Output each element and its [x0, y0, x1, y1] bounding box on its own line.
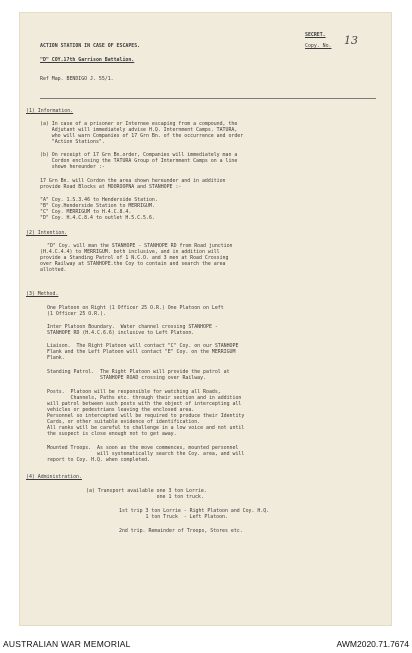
- platoon-boundary-line1: Inter Platoon Boundary. Water channel crossing STANHOPE -: [47, 324, 218, 330]
- company-sector-b: "B" Coy.Henderside Station to MERRIGUM.: [40, 203, 155, 209]
- intention-line3: provide a Standing Patrol of 1 N.C.O. and 3 men at Road Crossing: [40, 255, 229, 261]
- security-classification: SECRET.: [305, 32, 326, 38]
- intention-line2: (H.4.C.4.4) to MERRIGUM. both inclusive, and in addition will: [40, 249, 220, 255]
- information-para-b-line1: (b) On receipt of 17 Grn Bn.order, Companies will immediately man a: [40, 152, 238, 158]
- posts-line3: will patrol between such posts with the object of intercepting all: [47, 401, 242, 407]
- intention-line4: over Railway at STANHOPE.the Coy to contain and search the area: [40, 261, 226, 267]
- transport-line2: one 1 ton truck.: [86, 494, 204, 500]
- platoon-boundary-line2: STANHOPE RD (H.4.C.6.6) inclusive to Left Platoon.: [47, 330, 195, 336]
- document-page: [20, 13, 391, 625]
- company-sector-d: "D" Coy. H.4.C.8.4 to outlet H.5.C.5.6.: [40, 215, 155, 221]
- archive-reference: AWM2020.71.7674: [336, 639, 409, 649]
- posts-line7: All ranks will be careful to challenge in a low voice and not until: [47, 425, 245, 431]
- posts-line1: Posts. Platoon will be responsible for watching all Roads,: [47, 389, 221, 395]
- intention-line5: allotted.: [40, 267, 67, 273]
- first-trip-line2: 1 ton Truck - Left Platoon.: [119, 514, 228, 520]
- intention-line1: "D" Coy. will man the STANHOPE - STANHOPE RD from Road junction: [47, 243, 233, 249]
- standing-patrol-line1: Standing Patrol. The Right Platoon will provide the patrol at: [47, 369, 230, 375]
- mounted-troops-line3: report to Coy. H.Q. when completed.: [47, 457, 151, 463]
- information-para-b-line2: Cordon enclosing the TATURA Group of Internment Camps on a line: [40, 158, 238, 164]
- cordon-line1: 17 Grn Bn. will Cordon the area shown hereunder and in addition: [40, 178, 226, 184]
- information-para-a-line3: who will warn Companies of 17 Grn Bn. of the occurrence and order: [40, 133, 244, 139]
- company-sector-a: "A" Coy. 1.S.3.46 to Henderside Station.: [40, 197, 158, 203]
- section-intention-heading: (2) Intention.: [26, 230, 68, 236]
- archive-source: AUSTRALIAN WAR MEMORIAL: [3, 639, 131, 649]
- copy-number-handwritten: 13: [344, 34, 358, 47]
- second-trip-line: 2nd trip. Remainder of Troops, Stores etc.: [119, 528, 243, 534]
- document-title: ACTION STATION IN CASE OF ESCAPES.: [40, 43, 141, 49]
- first-trip-line1: 1st trip 3 ton Lorrie - Right Platoon and Coy. H.Q.: [119, 508, 270, 514]
- document-text: [20, 13, 391, 625]
- header-rule: [40, 98, 376, 99]
- mounted-troops-line1: Mounted Troops. As soon as the move commences, mounted personnel: [47, 445, 239, 451]
- posts-line6: Cards, or other suitable evidence of identification.: [47, 419, 201, 425]
- information-para-a-line1: (a) In case of a prisoner or Internee escaping from a compound, the: [40, 121, 238, 127]
- information-para-a-line4: "Action Stations".: [40, 139, 105, 145]
- information-para-a-line2: Adjutant will immediately advise H.Q. Internment Camps. TATURA,: [40, 127, 238, 133]
- posts-line8: the suspect is close enough not to get away.: [47, 431, 177, 437]
- method-intro-line2: (1 Officer 25 O.R.).: [47, 311, 106, 317]
- posts-line5: Personnel so intercepted will be required to produce their Identity: [47, 413, 245, 419]
- posts-line4: vehicles or pedestrians leaving the enclosed area.: [47, 407, 195, 413]
- mounted-troops-line2: will systematically search the Coy. area, and will: [47, 451, 245, 457]
- archive-footer: [0, 633, 412, 653]
- liaison-line2: Flank and the Left Platoon will contact "E" Coy. on the MERRIGUM: [47, 349, 236, 355]
- method-intro-line1: One Platoon on Right (1 Officer 25 O.R.) One Platoon on Left: [47, 305, 224, 311]
- posts-line2: Channels, Paths etc. through their section and in addition: [47, 395, 242, 401]
- copy-label: Copy. No.: [305, 43, 332, 49]
- section-method-heading: (3) Method.: [26, 291, 59, 297]
- liaison-line1: Liaison. The Right Platoon will contact "C" Coy. on our STANHOPE: [47, 343, 239, 349]
- section-information-heading: (1) Information.: [26, 108, 74, 114]
- standing-patrol-line2: STANHOPE ROAD crossing over Railway.: [47, 375, 206, 381]
- document-subtitle: "D" COY.17th Garrison Battalion.: [40, 57, 135, 63]
- liaison-line3: Flank.: [47, 355, 65, 361]
- information-para-b-line3: shown hereunder :-: [40, 164, 105, 170]
- company-sector-c: "C" Coy. MERRIGUM to H.4.C.8.4.: [40, 209, 132, 215]
- transport-line1: (a) Transport available one 3 ton Lorrie.: [86, 488, 207, 494]
- cordon-line2: provide Road Blocks at MOOROOPNA and STANHOPE :-: [40, 184, 182, 190]
- section-administration-heading: (4) Administration.: [26, 474, 82, 480]
- reference-map: Ref Map. BENDIGO J. 55/1.: [40, 76, 114, 82]
